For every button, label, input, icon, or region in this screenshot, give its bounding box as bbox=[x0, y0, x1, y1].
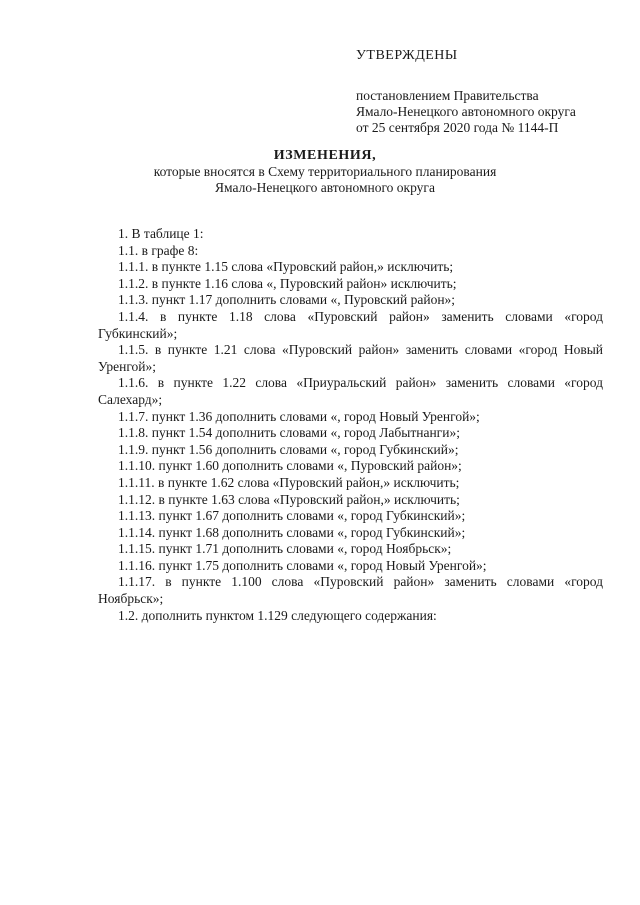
paragraph: 1.1.8. пункт 1.54 дополнить словами «, город Лабытнанги»; bbox=[118, 425, 460, 441]
paragraph: 1.1.17. в пункте 1.100 слова «Пуровский район» заменить словами «город Ноябрьск»; bbox=[98, 574, 603, 607]
approval-line-2: Ямало-Ненецкого автономного округа bbox=[356, 104, 576, 119]
document-subtitle-line-2: Ямало-Ненецкого автономного округа bbox=[215, 180, 435, 195]
paragraph: 1.1.4. в пункте 1.18 слова «Пуровский район» заменить словами «город Губкинский»; bbox=[98, 308, 603, 341]
paragraph: 1.1.12. в пункте 1.63 слова «Пуровский район,» исключить; bbox=[118, 491, 460, 507]
paragraph: 1. В таблице 1: bbox=[118, 226, 204, 241]
paragraph: 1.1.2. в пункте 1.16 слова «, Пуровский район» исключить; bbox=[118, 275, 457, 291]
paragraph: 1.1.3. пункт 1.17 дополнить словами «, Пуровский район»; bbox=[118, 292, 456, 308]
paragraph: 1.1.10. пункт 1.60 дополнить словами «, Пуровский район»; bbox=[118, 458, 462, 474]
document-body bbox=[98, 226, 603, 624]
paragraph: 1.1.9. пункт 1.56 дополнить словами «, город Губкинский»; bbox=[118, 441, 459, 457]
paragraph: 1.1.5. в пункте 1.21 слова «Пуровский район» заменить словами «город Новый Уренгой»; bbox=[98, 342, 603, 374]
paragraph: 1.1. в графе 8: bbox=[118, 242, 199, 258]
approval-line-3: от 25 сентября 2020 года № 1144-П bbox=[356, 120, 559, 135]
paragraph: 1.1.1. в пункте 1.15 слова «Пуровский район,» исключить; bbox=[118, 259, 454, 275]
paragraph: 1.1.15. пункт 1.71 дополнить словами «, город Ноябрьск»; bbox=[118, 541, 452, 557]
approval-block bbox=[356, 48, 626, 136]
paragraph: 1.1.11. в пункте 1.62 слова «Пуровский район,» исключить; bbox=[118, 474, 460, 490]
document-subtitle-line-1: которые вносятся в Схему территориального планирования bbox=[153, 164, 497, 179]
paragraph: 1.1.6. в пункте 1.22 слова «Приуральский район» заменить словами «город Салехард»; bbox=[98, 375, 603, 407]
approval-line-1: постановлением Правительства bbox=[356, 88, 539, 103]
paragraph: 1.2. дополнить пунктом 1.129 следующего содержания: bbox=[118, 607, 437, 623]
paragraph: 1.1.16. пункт 1.75 дополнить словами «, город Новый Уренгой»; bbox=[118, 557, 487, 573]
paragraph: 1.1.7. пункт 1.36 дополнить словами «, город Новый Уренгой»; bbox=[118, 408, 480, 424]
approval-heading: УТВЕРЖДЕНЫ bbox=[356, 48, 458, 63]
paragraph: 1.1.13. пункт 1.67 дополнить словами «, город Губкинский»; bbox=[118, 508, 466, 524]
title-block bbox=[60, 147, 590, 196]
paragraph: 1.1.14. пункт 1.68 дополнить словами «, город Губкинский»; bbox=[118, 524, 466, 540]
document-title: ИЗМЕНЕНИЯ, bbox=[273, 148, 377, 163]
